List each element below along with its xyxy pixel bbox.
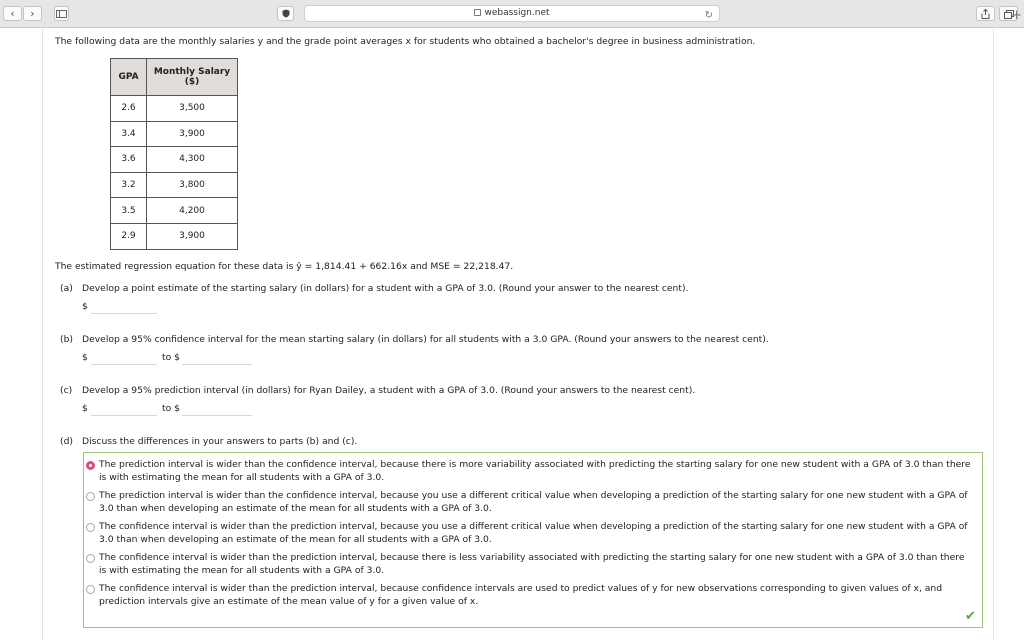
part-a-question: Develop a point estimate of the starting salary (in dollars) for a student with a GPA of 3.0. (Round your answer to the nearest cent). <box>82 283 689 294</box>
table-row <box>111 172 238 198</box>
sidebar-button[interactable] <box>54 6 69 21</box>
salary-header-line2: ($) <box>184 77 200 87</box>
part-b-to: to $ <box>162 352 180 363</box>
part-c-upper-input[interactable] <box>182 403 252 416</box>
salary-header-line1: Monthly Salary <box>153 67 231 77</box>
address-bar[interactable] <box>304 5 720 22</box>
part-c-currency: $ <box>82 403 88 414</box>
chevron-left-icon: ‹ <box>10 7 15 20</box>
part-c-lower-input[interactable] <box>91 403 157 416</box>
share-button[interactable] <box>976 6 995 21</box>
shield-button[interactable] <box>277 6 294 21</box>
option-2-text: The prediction interval is wider than the confidence interval, because you use a different critical value when developing a prediction of the starting salary for one new student with a GPA of 3.0 than when developing an estimate of the mean for all students with a GPA of 3.0. <box>99 490 968 514</box>
gpa-cell: 3.2 <box>111 172 147 198</box>
salary-cell: 3,500 <box>147 96 238 122</box>
table-header-gpa: GPA <box>111 59 147 96</box>
table-row <box>111 223 238 249</box>
part-a-label: (a) <box>60 283 73 294</box>
part-d-question: Discuss the differences in your answers to parts (b) and (c). <box>82 436 358 447</box>
url-text: webassign.net <box>484 8 550 18</box>
salary-cell: 4,200 <box>147 198 238 224</box>
option-1-text: The prediction interval is wider than the confidence interval, because there is more variability associated with predicting the starting salary for one new student with a GPA of 3.0 than there is with estimating the mean for all students with a GPA of 3.0. <box>99 459 971 483</box>
browser-toolbar <box>0 0 1024 28</box>
shield-icon <box>282 9 290 18</box>
part-c-to: to $ <box>162 403 180 414</box>
part-a-currency: $ <box>82 301 88 312</box>
part-b-label: (b) <box>60 334 74 345</box>
gpa-cell: 3.5 <box>111 198 147 224</box>
sidebar-icon <box>56 10 67 18</box>
radio-icon[interactable] <box>86 523 95 532</box>
salary-cell: 3,900 <box>147 121 238 147</box>
back-button[interactable] <box>3 6 22 21</box>
salary-cell: 3,900 <box>147 223 238 249</box>
lock-icon <box>474 9 481 16</box>
radio-icon[interactable] <box>86 492 95 501</box>
part-a-input[interactable] <box>91 301 157 314</box>
salary-cell: 4,300 <box>147 147 238 173</box>
option-5-text: The confidence interval is wider than the prediction interval, because confidence intervals are used to predict values of y for new observations corresponding to given values of x, and prediction intervals give an estimate of the mean value of y for a given value of x. <box>99 583 943 607</box>
gpa-cell: 3.4 <box>111 121 147 147</box>
data-table <box>110 58 238 250</box>
part-c-label: (c) <box>60 385 73 396</box>
table-row <box>111 198 238 224</box>
share-icon <box>981 9 990 19</box>
answer-options-box <box>83 452 983 628</box>
radio-selected-icon[interactable] <box>86 461 95 470</box>
option-3-text: The confidence interval is wider than the prediction interval, because you use a different critical value when developing a prediction of the starting salary for one new student with a GPA of 3.0 than when developing an estimate of the mean for all students with a GPA of 3.0. <box>99 521 968 545</box>
gpa-cell: 2.6 <box>111 96 147 122</box>
regression-equation: The estimated regression equation for these data is ŷ = 1,814.41 + 662.16x and MSE = 22,218.47. <box>55 261 514 272</box>
reload-icon[interactable]: ↻ <box>704 10 713 21</box>
chevron-right-icon: › <box>30 7 35 20</box>
new-tab-icon[interactable]: + <box>1011 8 1022 23</box>
option-4-text: The confidence interval is wider than the prediction interval, because there is less variability associated with predicting the starting salary for one new student with a GPA of 3.0 than there is with estimating the mean for all students with a GPA of 3.0. <box>99 552 965 576</box>
salary-cell: 3,800 <box>147 172 238 198</box>
part-b-upper-input[interactable] <box>182 352 252 365</box>
part-c-question: Develop a 95% prediction interval (in dollars) for Ryan Dailey, a student with a GPA of 3.0. (Round your answers to the nearest cent). <box>82 385 696 396</box>
part-b-question: Develop a 95% confidence interval for the mean starting salary (in dollars) for all students with a 3.0 GPA. (Round your answers to the nearest cent). <box>82 334 769 345</box>
table-row <box>111 96 238 122</box>
forward-button[interactable] <box>23 6 42 21</box>
table-row <box>111 121 238 147</box>
radio-icon[interactable] <box>86 554 95 563</box>
table-header-salary <box>147 59 238 96</box>
part-d-label: (d) <box>60 436 74 447</box>
gpa-cell: 3.6 <box>111 147 147 173</box>
radio-icon[interactable] <box>86 585 95 594</box>
part-b-lower-input[interactable] <box>91 352 157 365</box>
problem-intro: The following data are the monthly salaries y and the grade point averages x for students who obtained a bachelor's degree in business administration. <box>55 36 756 47</box>
gpa-cell: 2.9 <box>111 223 147 249</box>
part-b-currency: $ <box>82 352 88 363</box>
table-row <box>111 147 238 173</box>
checkmark-icon: ✔ <box>965 609 976 624</box>
